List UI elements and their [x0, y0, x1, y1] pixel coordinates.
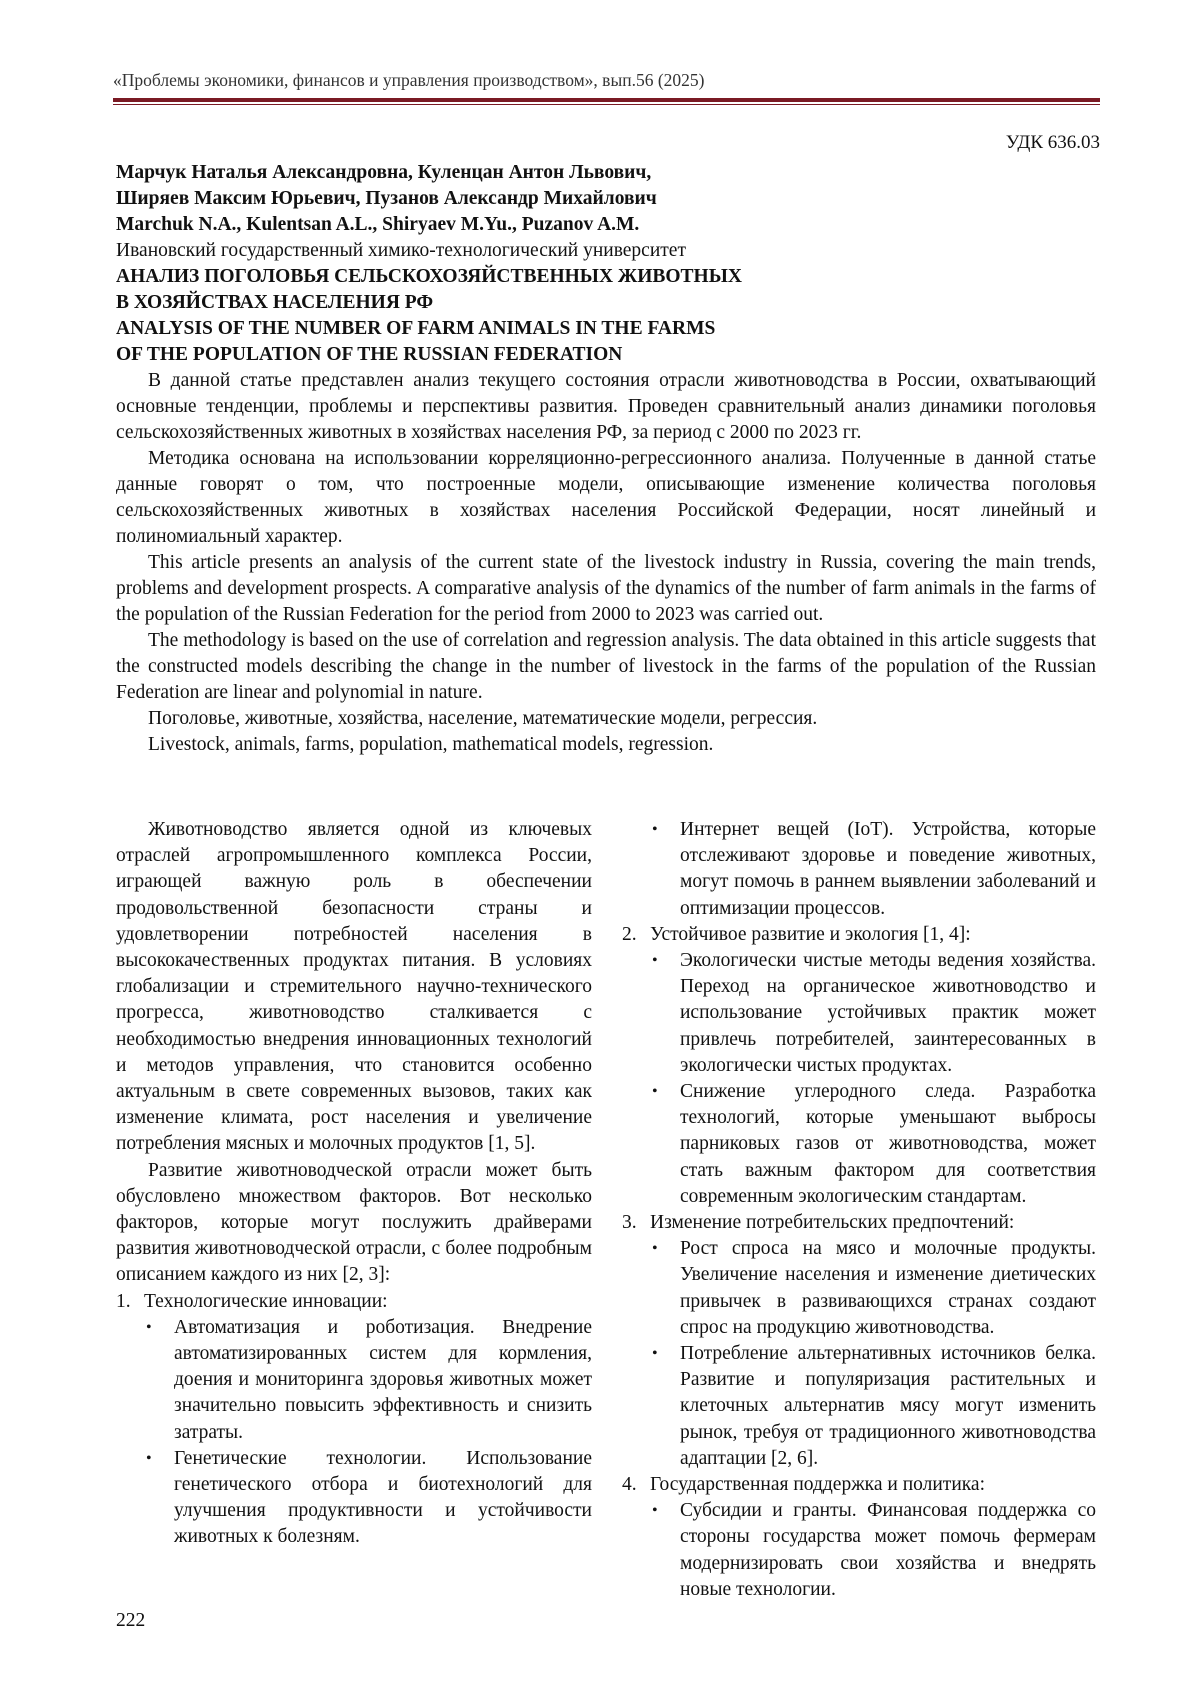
bullet-icon: • [146, 1449, 152, 1467]
abstract-ru-1: В данной статье представлен анализ текущего состояния отрасли животноводства в России, охватывающий основные тенденции, проблемы и перспективы развития. Проведен сравнительный анализ динамики поголовья сельскохозяйственных животных в хозяйствах населения РФ, за период с 2000 по 2023 гг. [116, 370, 1096, 443]
abstract-en-2: The methodology is based on the use of correlation and regression analysis. The data obtained in this article suggests that the constructed models describing the change in the number of livestock in the farms of the population of the Russian Federation are linear and polynomial in nature. [116, 630, 1096, 703]
article-front-matter [116, 160, 1096, 758]
item-number: 2. [622, 923, 637, 945]
bullet-item [622, 1079, 1096, 1210]
bullet-icon: • [652, 821, 658, 838]
page-number: 222 [116, 1610, 146, 1631]
bullet-text: Субсидии и гранты. Финансовая поддержка со стороны государства может помочь фермерам модернизировать свои хозяйства и внедрять новые технологии. [680, 1500, 1096, 1600]
keywords-ru: Поголовье, животные, хозяйства, население, математические модели, регрессия. [148, 708, 818, 729]
bullet-text: Снижение углеродного следа. Разработка технологий, которые уменьшают выбросы парниковых газов от животноводства, может стать важным фактором для соответствия современным экологическим стандартам. [680, 1081, 1096, 1207]
item-heading: Технологические инновации: [144, 1290, 388, 1312]
item-heading: Устойчивое развитие и экология [1, 4]: [650, 923, 971, 945]
numbered-item [622, 922, 1096, 948]
title-ru-line-2: В ХОЗЯЙСТВАХ НАСЕЛЕНИЯ РФ [116, 292, 434, 313]
item-number: 1. [116, 1290, 131, 1312]
bullet-icon: • [652, 952, 658, 970]
authors-ru-line-1: Марчук Наталья Александровна, Куленцан Антон Львович, [116, 162, 652, 183]
bullet-item [116, 1446, 592, 1551]
journal-header: «Проблемы экономики, финансов и управления производством», вып.56 (2025) [113, 70, 705, 90]
header-rule [113, 98, 1100, 102]
authors-ru-line-2: Ширяев Максим Юрьевич, Пузанов Александр Михайлович [116, 188, 657, 209]
bullet-text: Интернет вещей (IoT). Устройства, которые отслеживают здоровье и поведение животных, могут помочь в раннем выявлении заболеваний и оптимизации процессов. [680, 819, 1096, 919]
left-column [116, 817, 592, 1551]
right-column [622, 817, 1096, 1603]
bullet-text: Потребление альтернативных источников белка. Развитие и популяризация растительных и клеточных альтернатив мясу могут изменить рынок, требуя от традиционного животноводства адаптации [2, 6]. [680, 1343, 1096, 1469]
item-heading: Государственная поддержка и политика: [650, 1474, 986, 1496]
bullet-item [622, 817, 1096, 922]
body-paragraph: Животноводство является одной из ключевых отраслей агропромышленного комплекса России, играющей важную роль в обеспечении продовольственной безопасности страны и удовлетворении потребностей населения в высококачественных продуктах питания. В условиях глобализации и стремительного научно-технического прогресса, животноводство сталкивается с необходимостью внедрения инновационных технологий и методов управления, что становится особенно актуальным в свете современных вызовов, таких как изменение климата, рост населения и увеличение потребления мясных и молочных продуктов [1, 5]. [116, 819, 592, 1155]
bullet-icon: • [652, 1240, 658, 1258]
title-en-line-1: ANALYSIS OF THE NUMBER OF FARM ANIMALS IN THE FARMS [116, 318, 716, 339]
udc-code: УДК 636.03 [1005, 132, 1100, 153]
bullet-icon: • [652, 1345, 658, 1363]
item-number: 4. [622, 1474, 637, 1496]
bullet-item [622, 1498, 1096, 1603]
header-rule-thin [113, 104, 1100, 105]
title-ru-line-1: АНАЛИЗ ПОГОЛОВЬЯ СЕЛЬСКОХОЗЯЙСТВЕННЫХ ЖИВОТНЫХ [116, 266, 742, 287]
bullet-item [622, 1236, 1096, 1341]
numbered-item [622, 1210, 1096, 1236]
body-paragraph: Развитие животноводческой отрасли может быть обусловлено множеством факторов. Вот несколько факторов, которые могут послужить драйверами развития животноводческой отрасли, с более подробным описанием каждого из них [2, 3]: [116, 1159, 592, 1286]
bullet-icon: • [146, 1318, 152, 1336]
affiliation: Ивановский государственный химико-технологический университет [116, 240, 686, 261]
bullet-item [622, 948, 1096, 1079]
bullet-text: Экологически чистые методы ведения хозяйства. Переход на органическое животноводство и использование устойчивых практик может привлечь потребителей, заинтересованных в экологически чистых продуктах. [680, 950, 1096, 1076]
keywords-en: Livestock, animals, farms, population, mathematical models, regression. [148, 734, 714, 755]
title-en-line-2: OF THE POPULATION OF THE RUSSIAN FEDERATION [116, 344, 623, 365]
item-number: 3. [622, 1212, 637, 1234]
bullet-text: Генетические технологии. Использование генетического отбора и биотехнологий для улучшения продуктивности и устойчивости животных к болезням. [174, 1447, 592, 1548]
numbered-item [622, 1472, 1096, 1498]
bullet-text: Автоматизация и роботизация. Внедрение автоматизированных систем для кормления, доения и мониторинга здоровья животных может значительно повысить эффективность и снизить затраты. [174, 1316, 592, 1443]
bullet-text: Рост спроса на мясо и молочные продукты. Увеличение населения и изменение диетических привычек в развивающихся странах создают спрос на продукцию животноводства. [680, 1238, 1096, 1338]
bullet-item [622, 1341, 1096, 1472]
authors-en: Marchuk N.A., Kulentsan A.L., Shiryaev M.Yu., Puzanov A.M. [116, 214, 640, 235]
item-heading: Изменение потребительских предпочтений: [650, 1212, 1015, 1234]
bullet-item [116, 1315, 592, 1446]
bullet-icon: • [652, 1083, 658, 1101]
bullet-icon: • [652, 1502, 658, 1520]
abstract-ru-2: Методика основана на использовании корреляционно-регрессионного анализа. Полученные в данной статье данные говорят о том, что построенные модели, описывающие изменение количества поголовья сельскохозяйственных животных в хозяйствах населения Российской Федерации, носят линейный и полиномиальный характер. [116, 448, 1096, 547]
numbered-item [116, 1289, 592, 1315]
abstract-en-1: This article presents an analysis of the current state of the livestock industry in Russia, covering the main trends, problems and development prospects. A comparative analysis of the dynamics of the number of farm animals in the farms of the population of the Russian Federation for the period from 2000 to 2023 was carried out. [116, 552, 1096, 625]
